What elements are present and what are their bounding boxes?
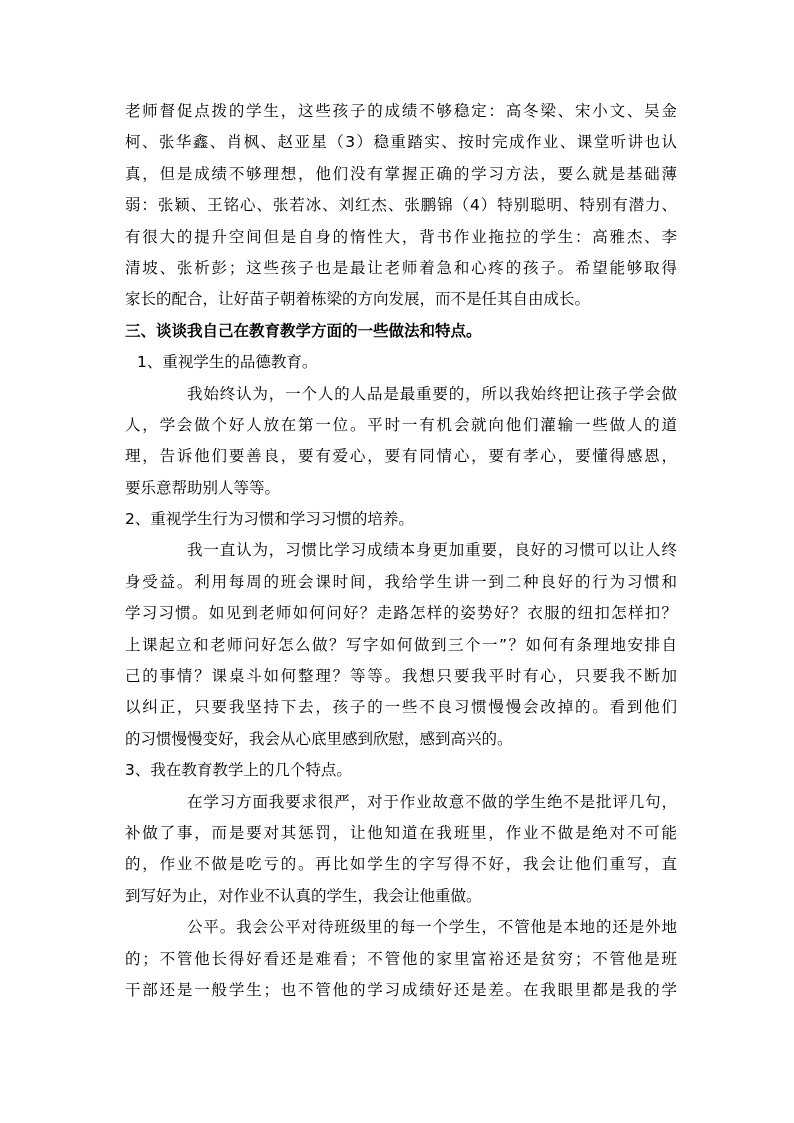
subsection-heading: 2、重视学生行为习惯和学习习惯的培养。 [125,510,414,529]
text-line: 真，但是成绩不够理想，他们没有掌握正确的学习方法，要么就是基础薄 [125,164,677,183]
text-line: 清坡、张析彭；这些孩子也是最让老师着急和心疼的孩子。希望能够取得 [125,258,677,277]
text-line: 有很大的提升空间但是自身的惰性大，背书作业拖拉的学生：高雅杰、李 [125,227,677,246]
subsection-heading: 3、我在教育教学上的几个特点。 [125,761,352,780]
text-line: 理，告诉他们要善良，要有爱心，要有同情心，要有孝心，要懂得感恩， [125,447,677,466]
text-line: 上课起立和老师问好怎么做？写字如何做到三个一”？如何有条理地安排自 [125,635,677,654]
text-line: 以纠正，只要我坚持下去，孩子的一些不良习惯慢慢会改掉的。看到他们 [125,698,677,717]
text-line: 弱：张颖、王铭心、张若冰、刘红杰、张鹏锦（4）特别聪明、特别有潜力、 [125,196,677,215]
text-line: 的；不管他长得好看还是难看；不管他的家里富裕还是贫穷；不管他是班 [125,949,677,968]
text-line: 补做了事，而是要对其惩罚，让他知道在我班里，作业不做是绝对不可能 [125,823,677,842]
text-line: 公平。我会公平对待班级里的每一个学生，不管他是本地的还是外地 [187,918,677,937]
text-line: 身受益。利用每周的班会课时间，我给学生讲一到二种良好的行为习惯和 [125,572,677,591]
section-heading: 三、谈谈我自己在教育教学方面的一些做法和特点。 [125,321,482,340]
text-line: 的，作业不做是吃亏的。再比如学生的字写得不好，我会让他们重写，直 [125,855,677,874]
text-line: 人，学会做个好人放在第一位。平时一有机会就向他们灌输一些做人的道 [125,415,677,434]
text-line: 的习惯慢慢变好，我会从心底里感到欣慰，感到高兴的。 [125,729,513,748]
text-line: 学习习惯。如见到老师如何问好？走路怎样的姿势好？衣服的纽扣怎样扣？ [125,604,677,623]
text-line: 到写好为止，对作业不认真的学生，我会让他重做。 [125,886,482,905]
text-line: 我一直认为，习惯比学习成绩本身更加重要，良好的习惯可以让人终 [187,541,677,560]
text-line: 要乐意帮助别人等等。 [125,478,281,497]
text-line: 家长的配合，让好苗子朝着栋梁的方向发展，而不是任其自由成长。 [125,290,591,309]
subsection-heading: 1、重视学生的品德教育。 [137,353,318,372]
text-line: 干部还是一般学生；也不管他的学习成绩好还是差。在我眼里都是我的学 [125,980,677,999]
text-line: 我始终认为，一个人的人品是最重要的，所以我始终把让孩子学会做 [187,384,677,403]
text-line: 己的事情？课桌斗如何整理？等等。我想只要我平时有心，只要我不断加 [125,667,677,686]
text-line: 柯、张华鑫、肖枫、赵亚星（3）稳重踏实、按时完成作业、课堂听讲也认 [125,133,677,152]
text-line: 老师督促点拨的学生，这些孩子的成绩不够稳定：高冬梁、宋小文、吴金 [125,102,677,120]
document-body [125,96,677,1006]
text-line: 在学习方面我要求很严，对于作业故意不做的学生绝不是批评几句， [187,792,677,811]
